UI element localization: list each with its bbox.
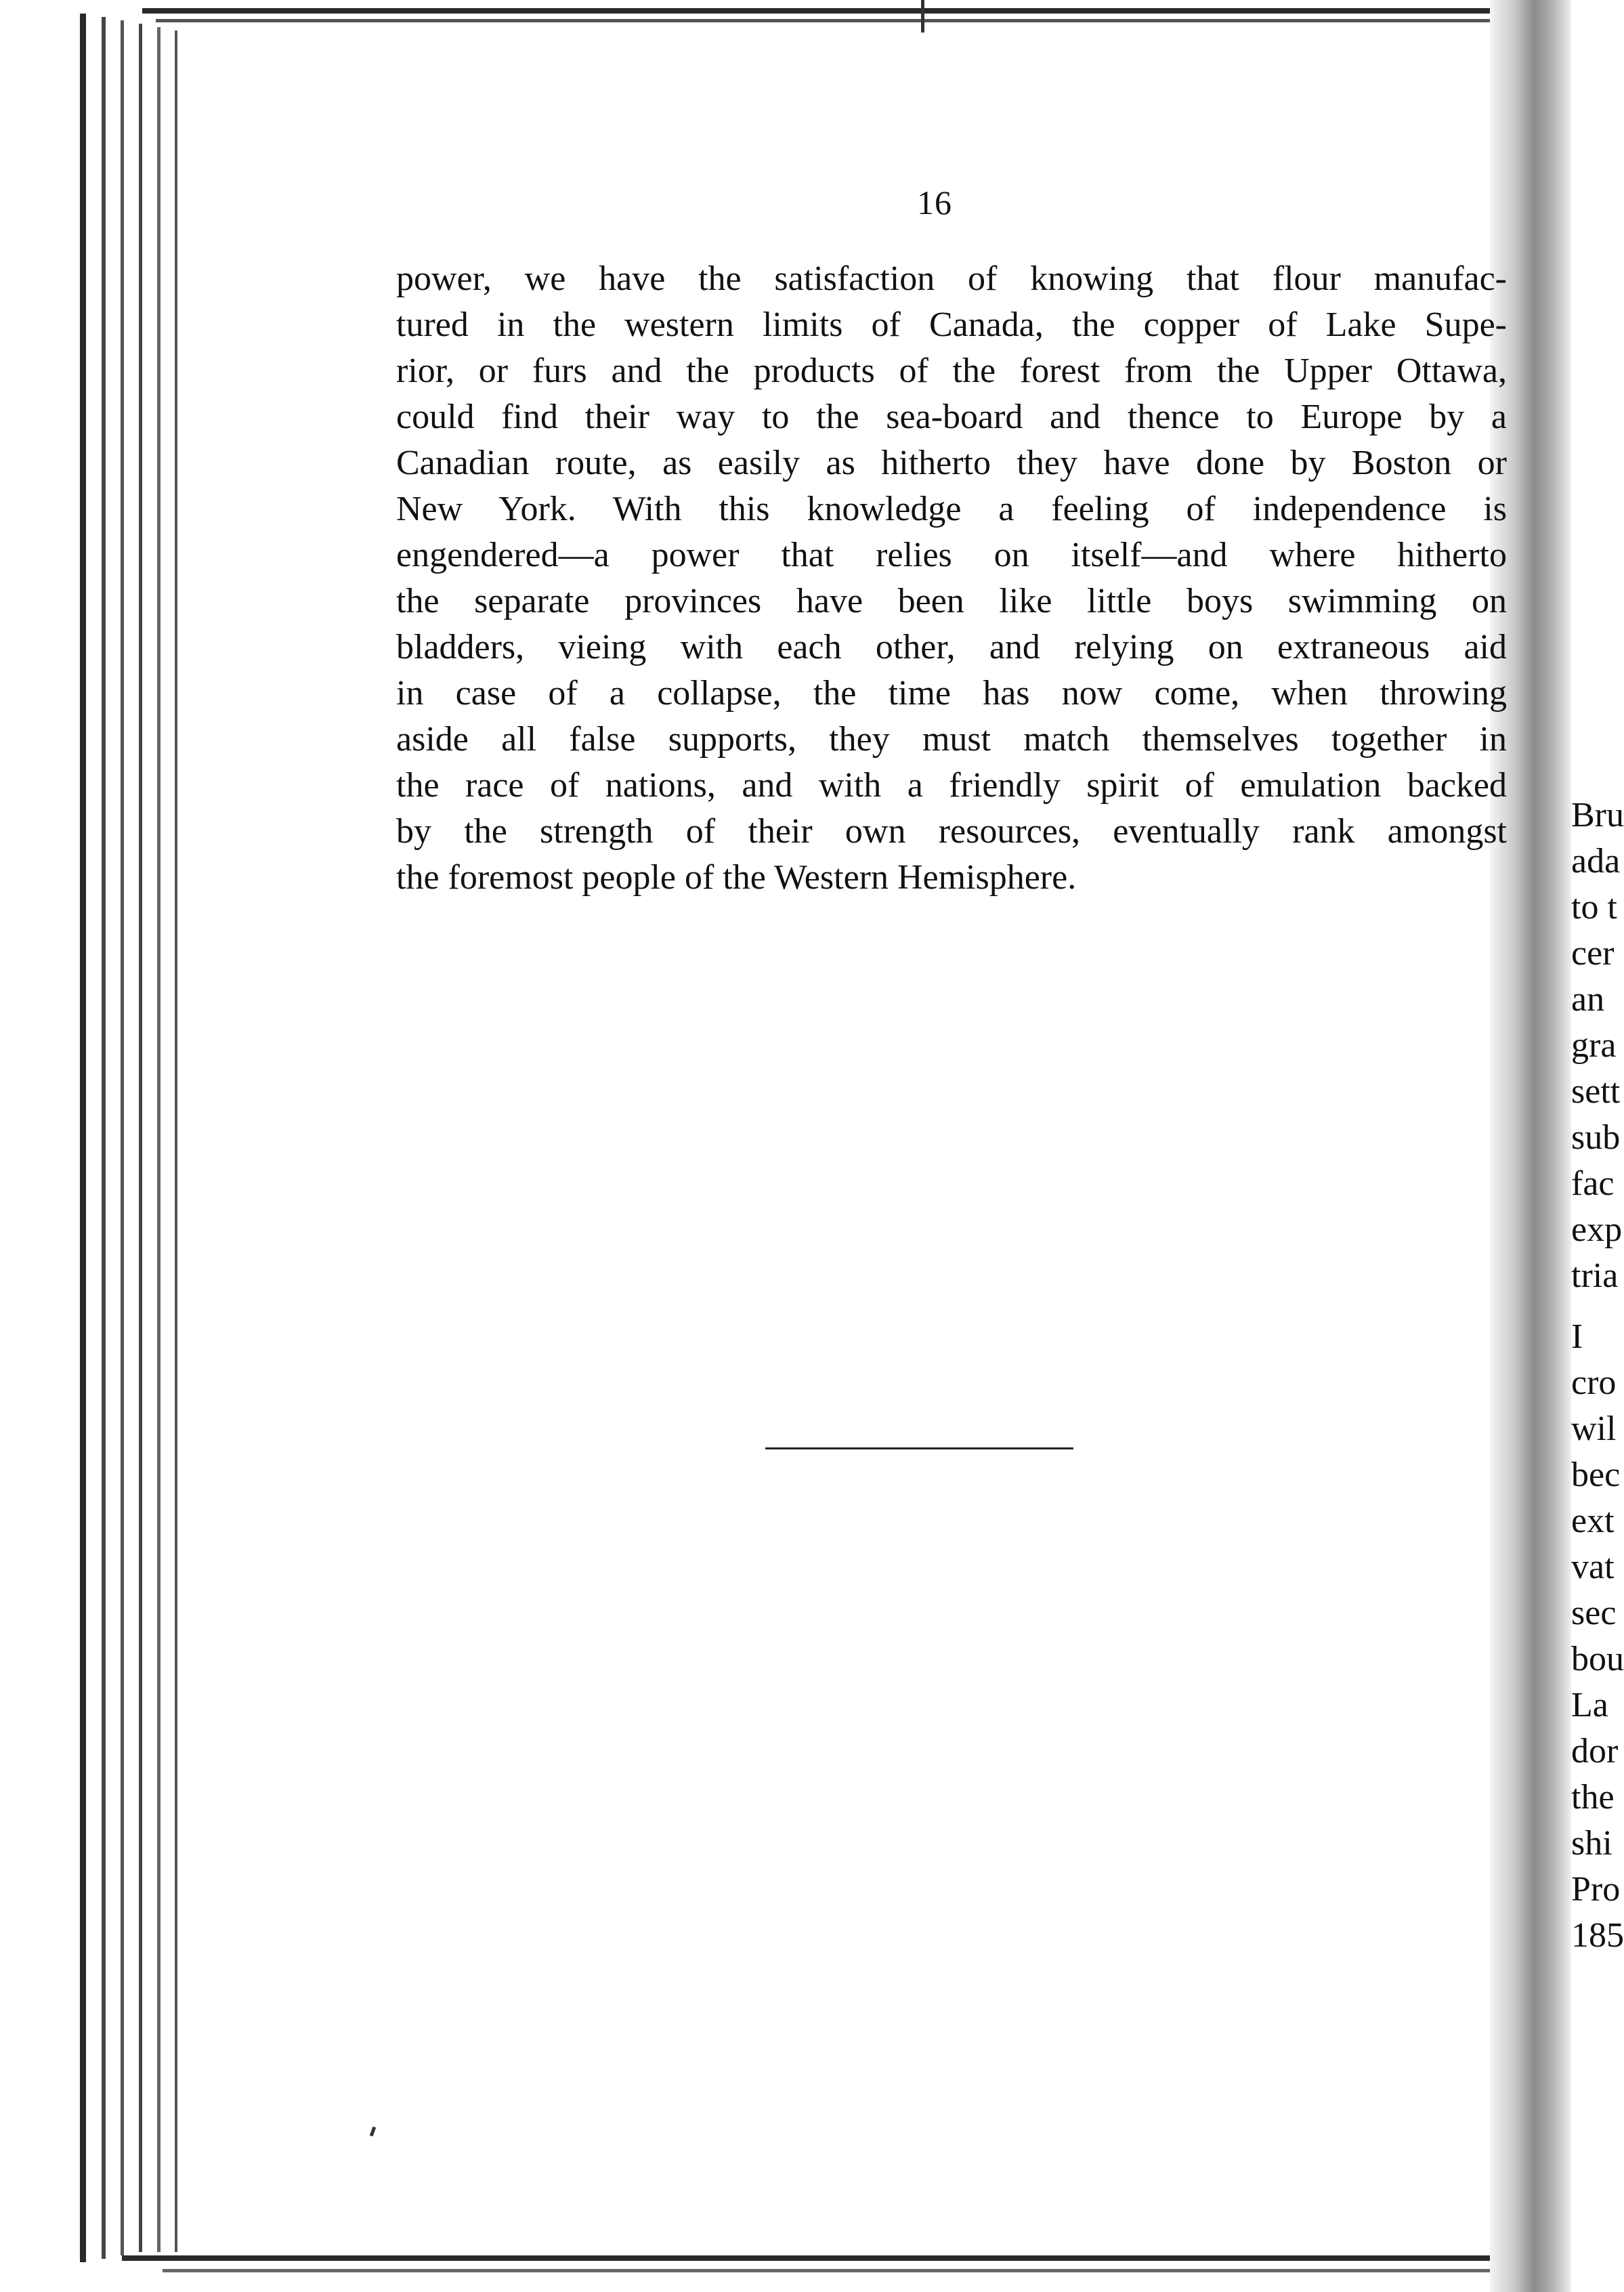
text-line: New York. With this knowledge a feeling of independence is [396,490,1507,528]
page-edge-left [175,30,177,2252]
text-line: by the strength of their own resources, eventually rank amongst [396,812,1507,851]
page-edge-bottom [122,2255,1490,2261]
facing-line: ext [1571,1502,1615,1540]
text-line: the race of nations, and with a friendly spirit of emulation backed [396,766,1507,805]
facing-line: tria [1571,1256,1619,1295]
page-edge-left [139,24,142,2252]
facing-line: shi [1571,1824,1612,1863]
facing-line: ada [1571,842,1621,880]
facing-line: bou [1571,1640,1624,1678]
facing-line: wil [1571,1409,1617,1448]
text-line: bladders, vieing with each other, and relying on extraneous aid [396,628,1507,666]
facing-line: exp [1571,1210,1623,1249]
facing-line: Bru [1571,796,1624,834]
facing-line: fac [1571,1164,1615,1203]
text-line: could find their way to the sea-board and thence to Europe by a [396,398,1507,436]
page-edge-left [80,14,86,2262]
text-line: power, we have the satisfaction of knowing that flour manufac- [396,259,1507,298]
facing-line: vat [1571,1548,1615,1586]
text-line: the foremost people of the Western Hemisphere. [396,858,1077,897]
section-divider [765,1447,1073,1449]
facing-line: sett [1571,1072,1621,1111]
page-edge-left [121,20,124,2255]
page-edge-top [142,8,1490,14]
text-line: in case of a collapse, the time has now come, when throwing [396,674,1507,713]
facing-line: Pro [1571,1870,1621,1909]
text-line: engendered—a power that relies on itself—and where hitherto [396,536,1507,574]
page-edge-top [156,19,1490,22]
text-line: the separate provinces have been like little boys swimming on [396,582,1507,620]
facing-line: sec [1571,1594,1617,1632]
facing-line: I [1571,1317,1583,1356]
facing-line: 185 [1571,1916,1624,1955]
facing-line: sub [1571,1118,1621,1157]
text-line: tured in the western limits of Canada, the copper of Lake Supe- [396,305,1507,344]
facing-line: gra [1571,1026,1617,1065]
facing-line: cro [1571,1363,1617,1402]
facing-line: the [1571,1778,1615,1817]
page-edge-bottom [163,2269,1490,2272]
facing-line: to t [1571,888,1617,927]
text-line: Canadian route, as easily as hitherto they have done by Boston or [396,444,1507,482]
facing-line: an [1571,980,1605,1019]
page-edge-left [157,27,161,2252]
page-edge-left [102,17,106,2259]
text-line: aside all false supports, they must match themselves together in [396,720,1507,759]
scan-speck [370,2127,376,2137]
facing-line: La [1571,1686,1608,1724]
facing-line: bec [1571,1456,1621,1494]
facing-line: cer [1571,934,1615,973]
facing-line: dor [1571,1732,1619,1770]
page-number: 16 [917,184,952,221]
text-line: rior, or furs and the products of the forest from the Upper Ottawa, [396,352,1507,390]
facing-page-fragment [1571,792,1624,1959]
page-edge-mark [921,0,924,33]
body-paragraph [396,256,1507,901]
